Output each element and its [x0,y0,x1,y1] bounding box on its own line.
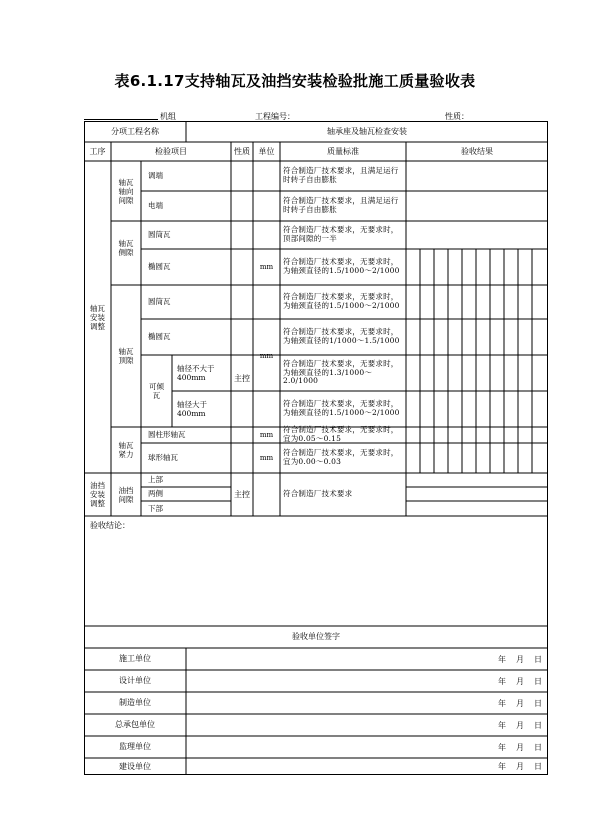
sign-header: 验收单位签字 [292,632,340,641]
sign-unit-supervision: 监理单位 [119,742,151,751]
col-standard: 质量标准 [327,146,359,156]
std-side-cyl: 符合制造厂技术要求，无要求时，顶部间隙的一半 [283,225,399,243]
sign-unit-design: 设计单位 [119,676,151,685]
item-oil-upper: 上部 [148,475,163,485]
sign-date-construction: 年 月 日 [498,654,542,664]
project-no-label: 工程编号： [255,112,295,121]
nature-label: 性质： [445,112,469,121]
std-elec-end: 符合制造厂技术要求，且满足运行时转子自由膨胀 [283,196,399,214]
std-tight-sph: 符合制造厂技术要求，无要求时，宜为0.00～0.03 [283,448,399,466]
subproject-label: 分项工程名称 [111,126,159,136]
group-oil-gap: 油挡 间隙 [118,485,134,504]
sign-unit-construction: 施工单位 [119,654,151,663]
item-top-ell: 椭圆瓦 [148,332,171,342]
item-oil-lower: 下部 [148,503,163,513]
sign-unit-general-contractor: 总承包单位 [115,720,155,729]
col-result: 验收结果 [461,146,493,156]
item-tight-sph: 球形轴瓦 [148,453,178,463]
item-tilt-small: 轴径不大于400mm [177,363,215,382]
std-tilt-small: 符合制造厂技术要求，无要求时，为轴颈直径的1.3/1000～2.0/1000 [283,359,399,386]
sign-date-manufacturer: 年 月 日 [498,698,542,708]
item-tight-cyl: 圆柱形轴瓦 [148,430,186,440]
subproject-value: 轴承座及轴瓦检查安装 [327,126,407,136]
col-nature: 性质 [234,146,250,156]
item-tilt-large: 轴径大于400mm [177,399,207,418]
item-elec-end: 电端 [148,201,163,211]
group-axial-gap: 轴瓦 轴向 间隙 [118,177,134,205]
std-tilt-large: 符合制造厂技术要求，无要求时，为轴颈直径的1.5/1000～2/1000 [283,399,400,417]
std-oil: 符合制造厂技术要求 [283,489,353,499]
group-bearing-install: 轴瓦 安装 调整 [90,303,105,331]
std-tight-cyl: 符合制造厂技术要求，无要求时，宜为0.05～0.15 [283,425,399,443]
inspection-form [84,121,548,775]
col-process: 工序 [89,146,106,156]
sign-date-general-contractor: 年 月 日 [498,720,542,730]
group-tilting-pad: 可倾 瓦 [149,382,164,400]
unit-top-group: mm [259,352,274,360]
item-top-cyl: 圆筒瓦 [148,297,171,307]
group-tightness: 轴瓦 紧力 [118,441,134,459]
sign-unit-owner: 建设单位 [119,761,151,771]
std-adjust-end: 符合制造厂技术要求，且满足运行时转子自由膨胀 [283,166,399,184]
unit-side-ell: mm [259,263,274,271]
item-side-cyl: 圆筒瓦 [148,230,171,240]
sign-unit-manufacturer: 制造单位 [119,698,151,707]
std-top-cyl: 符合制造厂技术要求，无要求时，为轴颈直径的1.5/1000～2/1000 [283,292,400,310]
group-top-gap: 轴瓦 顶隙 [118,347,134,365]
group-oil-install: 油挡 安装 调整 [90,481,105,508]
col-unit: 单位 [258,146,275,156]
col-item: 检验项目 [155,146,187,156]
group-side-gap: 轴瓦 侧隙 [118,239,134,257]
std-side-ell: 符合制造厂技术要求，无要求时，为轴颈直径的1.5/1000～2/1000 [283,257,400,275]
nature-top-group: 主控 [234,374,250,383]
sign-date-design: 年 月 日 [498,676,542,686]
unit-underline [84,119,158,120]
page-title: 表6.1.17支持轴瓦及油挡安装检验批施工质量验收表 [114,72,476,90]
item-oil-sides: 两侧 [148,489,163,499]
unit-tight-cyl: mm [259,431,274,439]
item-side-ell: 椭圆瓦 [148,262,171,272]
conclusion-label: 验收结论： [90,521,130,531]
std-top-ell: 符合制造厂技术要求，无要求时，为轴颈直径的1/1000～1.5/1000 [283,327,400,345]
sign-date-supervision: 年 月 日 [498,742,542,752]
item-adjust-end: 调端 [148,171,163,181]
unit-suffix-label: 机组 [160,112,176,121]
sign-date-owner: 年 月 日 [498,762,542,771]
nature-oil: 主控 [234,489,250,499]
unit-tight-sph: mm [259,454,274,462]
